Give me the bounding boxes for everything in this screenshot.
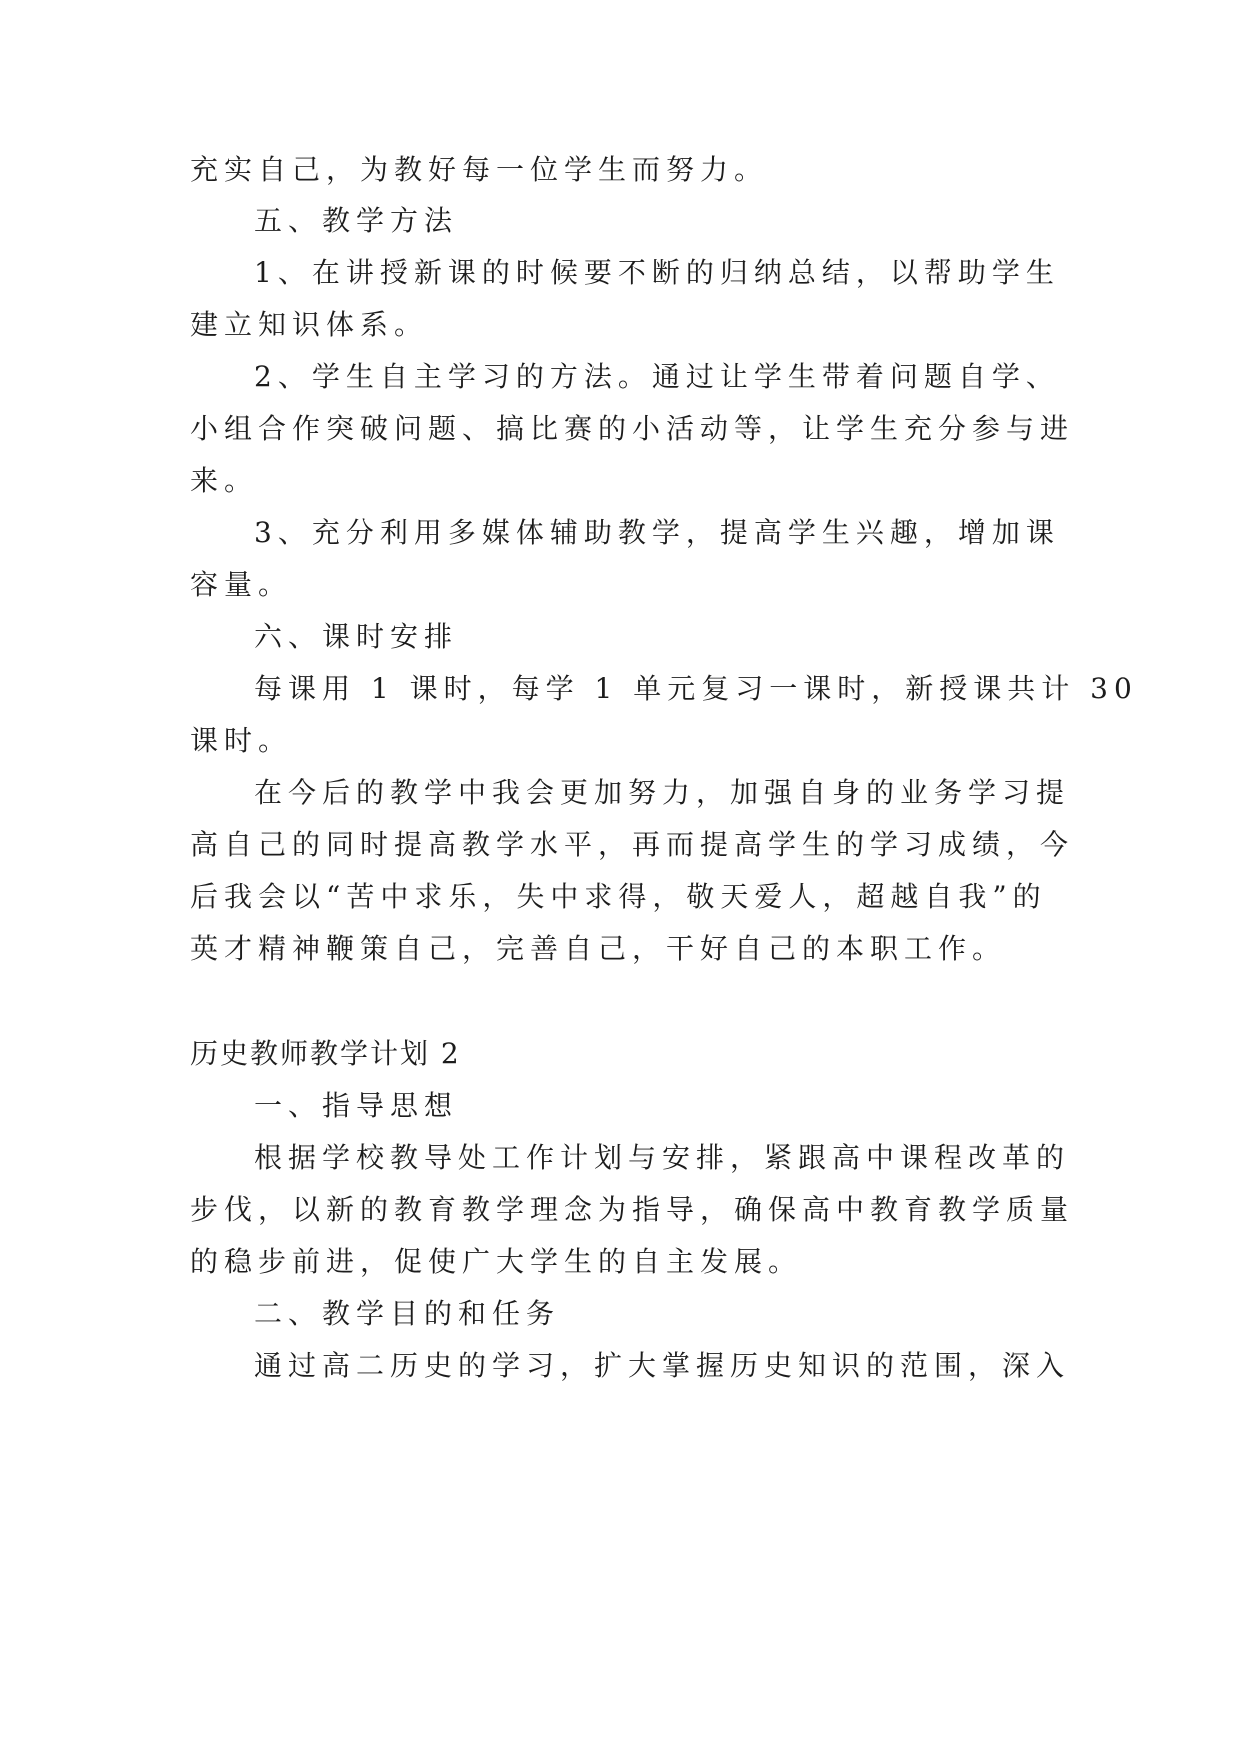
section-heading: 五、教学方法 xyxy=(254,204,459,237)
text-line: 小组合作突破问题、搞比赛的小活动等，让学生充分参与进 xyxy=(190,412,1075,445)
text-line: 每课用 1 课时，每学 1 单元复习一课时，新授课共计 30 xyxy=(254,672,1138,705)
section-heading: 一、指导思想 xyxy=(254,1089,459,1122)
text-line: 3、充分利用多媒体辅助教学，提高学生兴趣，增加课 xyxy=(254,516,1060,549)
section-heading: 六、课时安排 xyxy=(254,620,459,653)
text-line: 的稳步前进，促使广大学生的自主发展。 xyxy=(190,1245,803,1278)
text-line: 来。 xyxy=(190,464,259,497)
text-line: 后我会以“苦中求乐，失中求得，敬天爱人，超越自我”的 xyxy=(190,880,1047,913)
text-line: 步伐，以新的教育教学理念为指导，确保高中教育教学质量 xyxy=(190,1193,1075,1226)
text-line: 在今后的教学中我会更加努力，加强自身的业务学习提 xyxy=(254,776,1071,809)
text-line: 建立知识体系。 xyxy=(190,308,429,341)
text-line: 课时。 xyxy=(190,724,293,757)
text-line: 1、在讲授新课的时候要不断的归纳总结，以帮助学生 xyxy=(254,256,1060,289)
section-heading: 二、教学目的和任务 xyxy=(254,1297,561,1330)
document-title: 历史教师教学计划 2 xyxy=(190,1037,461,1070)
text-line: 容量。 xyxy=(190,568,293,601)
text-line: 通过高二历史的学习，扩大掌握历史知识的范围，深入 xyxy=(254,1349,1071,1382)
text-line: 高自己的同时提高教学水平，再而提高学生的学习成绩，今 xyxy=(190,828,1075,861)
text-line: 英才精神鞭策自己，完善自己，干好自己的本职工作。 xyxy=(190,932,1007,965)
text-line: 根据学校教导处工作计划与安排，紧跟高中课程改革的 xyxy=(254,1141,1071,1174)
text-line: 2、学生自主学习的方法。通过让学生带着问题自学、 xyxy=(254,360,1060,393)
text-line: 充实自己，为教好每一位学生而努力。 xyxy=(190,153,769,186)
